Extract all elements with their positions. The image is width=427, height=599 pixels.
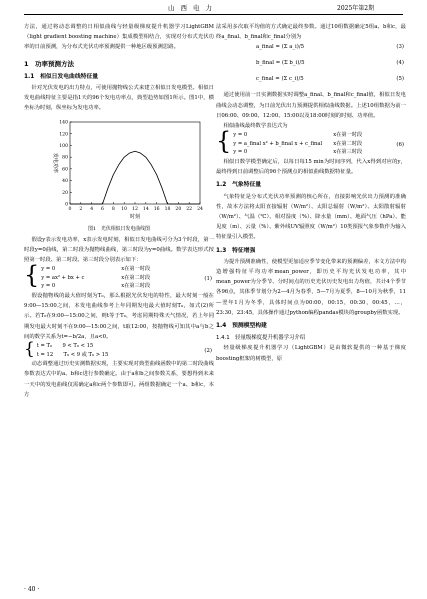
- paragraph-r-b: 通过使用前一日实测数据实时调整a_final、b_final和c_final值，相似日发电曲线会动态调整，为日前光伏出力预测提供相似曲线数据。上述10组数据为前一日06:00、09:00、12:00、15:00以及18:00时刻的时刻、功率值。: [216, 92, 406, 119]
- eq4-number: (4): [396, 60, 404, 67]
- journal-name: 山西电力: [168, 4, 218, 12]
- equation-brace: {: [216, 127, 232, 156]
- subsection-heading-1-1: 1.1 相似日发电曲线特征量: [24, 73, 99, 80]
- equation-3: [216, 42, 406, 58]
- eq1-number: (1): [204, 276, 212, 283]
- paragraph-r-c: 相似曲线最终数学表达式为: [223, 123, 288, 130]
- eq6-line-3: y = 0: [233, 149, 248, 156]
- paragraph-1-1d: 动态调整通过历史实测数据实现，主要实现对典型曲线函数中的第二时段曲线参数表达式中的a、b和c进行参数确定。由于a和b之间参数关系，要想得到未来一天中的发电曲线仅需确定a和c两个参数即可。两组数据确定一个a、b和c，本方: [24, 361, 214, 398]
- left-column: [24, 22, 214, 400]
- equation-1: [24, 261, 214, 291]
- y-tick-label: 140: [59, 120, 68, 126]
- series-line-0: [70, 151, 200, 204]
- y-tick-label: 60: [62, 167, 68, 173]
- x-tick-label: 12: [132, 206, 138, 212]
- paragraph-r-f: 为提升预测准确性，使模型更加适应季节变化带来的预测偏差，本文方法中构造增强特征平均功率mean_power，即历史平均光伏发电功率，其中mean_power为分季节、分时间点的历史光伏历史发电出力均值，共计4个季节各96点，其体季节划分为2—4月为春季，5—7月为夏季，8—10月为秋季，11—翌年1月为冬季，具体时间点为00:00，00:15，00:30，00:45，…，23:30，23:45，具体操作通过python编程pandas模块的groupby函数实现。: [216, 258, 406, 316]
- x-tick-label: 18: [164, 206, 171, 212]
- y-tick-label: 80: [62, 155, 68, 161]
- x-tick-label: 24: [197, 206, 203, 212]
- x-tick-label: 14: [142, 206, 149, 212]
- eq4-body: b_final = (Σ b_i)/5: [256, 60, 305, 67]
- x-tick-label: 20: [175, 206, 182, 212]
- eq2-line-2: t = 12 T₀ < 9 或 T₀ > 15: [36, 351, 109, 358]
- subsection-heading-1-4: 1.4 预测模型构建: [216, 323, 267, 330]
- x-tick-label: 16: [153, 206, 160, 212]
- equation-brace: {: [24, 261, 40, 290]
- intro-paragraph: 方法，通过将动态调整的日相似曲线与轻量级梯度提升机器学习LightGBM（light gradient boosting machine）集成模型相结合，实现对分布式光伏功率的日前预测，为分布式光伏功率预测提供一种地区级预测思路。: [24, 24, 214, 51]
- eq6-cond-3: x在第三时段: [333, 149, 363, 156]
- right-column: [216, 22, 406, 364]
- paragraph-1-1c: 假设抛物线的最大值时刻为T₀，那么根据光伏发电的特性，最大时刻一般在9:00—15:00之间，本发电曲线参考上年同期发电最大值时刻T₀，如式(2)所示。若T₀在9:00—15:00之间，则t等于T₀，考虑同期特殊天气情况，若上年同期发电最大时刻不在9:00—15:00之间，t取12:00，按抛物线可知其中a与b之间的数学关系为t=−b/2a，且a<0。: [24, 293, 214, 340]
- eq5-body: c_final = (Σ c_i)/5: [256, 76, 304, 83]
- eq3-number: (3): [396, 44, 404, 51]
- y-tick-label: 20: [62, 190, 68, 196]
- subsection-heading-1-2: 1.2 气象特征量: [216, 182, 262, 189]
- eq6-line-2: y = a_final x² + b_final x + c_final: [233, 140, 323, 147]
- eq1-cond-2: x在第二时段: [121, 274, 151, 281]
- page-header: [0, 0, 427, 16]
- subsubsection-heading-1-4-1: 1.4.1 轻量级梯度提升机器学习介绍: [216, 335, 306, 342]
- eq6-line-1: y = 0: [233, 132, 248, 139]
- subsection-heading-1-3: 1.3 特征增强: [216, 247, 256, 254]
- equation-6: [216, 127, 406, 157]
- y-tick-label: 0: [65, 202, 68, 208]
- x-tick-label: 6: [101, 206, 104, 212]
- eq6-number: (6): [396, 142, 404, 149]
- x-tick-label: 8: [111, 206, 115, 212]
- paragraph-1-1a: 针对光伏发电的出力特点，可使用抛物线公式来建立相似日发电模型。相似日发电曲线特征主要是指1天的96个发电功率点，典型趋势如图1所示。图1中，横坐标为时刻，纵坐标为发电功率。: [24, 85, 214, 112]
- eq2-number: (2): [204, 348, 212, 355]
- y-tick-label: 40: [62, 178, 68, 184]
- x-tick-label: 4: [90, 206, 94, 212]
- eq6-cond-2: x在第二时段: [333, 140, 363, 147]
- eq2-line-1: t = T₀ 9 < T₀ < 15: [36, 343, 94, 350]
- eq1-line-1: y = 0: [41, 266, 56, 273]
- x-tick-label: 22: [186, 206, 193, 212]
- equation-5: [216, 74, 406, 90]
- x-tick-label: 2: [79, 206, 83, 212]
- y-tick-label: 120: [59, 131, 68, 137]
- header-rule: [24, 14, 403, 15]
- eq1-line-2: y = ax² + bx + c: [41, 274, 85, 281]
- y-tick-label: 100: [59, 143, 68, 149]
- eq6-cond-1: x在第一时段: [333, 132, 363, 139]
- issue-label: 2025年第2期: [337, 5, 375, 12]
- y-axis-label: 发电功率: [52, 152, 58, 173]
- paragraph-r-e: 气象特征是分布式光伏功率预测的核心所在，直接影响光伏出力预测的准确性，故本方法将太阳直接辐射（W/m²）、太阳总辐射（W/m²）、太阳散射辐射（W/m²）、气温（℃）、相对湿度（%）、降水量（mm）、地面气压（hPa）、能见度（m）、云量（%）、紫外线UV辐照度（W/m²）10类预报气象参数作为输入特征量引入模型。: [216, 193, 406, 241]
- eq1-cond-3: x在第三时段: [121, 283, 151, 290]
- eq1-cond-1: x在第一时段: [121, 266, 151, 273]
- section-heading-1: 1 功率预测方法: [24, 59, 75, 68]
- eq5-number: (5): [396, 76, 404, 83]
- page-number: · 40 ·: [24, 586, 40, 593]
- paragraph-1-1b: 假设y表示发电功率，x表示发电时刻，相似日发电曲线可分为3个时段，第一时段y=0曲线，第二时段为抛物线曲线，第三时段为y=0曲线。数学表达形式按照第一时段、第二时段、第三时段分别表示如下：: [24, 236, 214, 264]
- x-tick-label: 10: [121, 206, 128, 212]
- x-tick-label: 0: [68, 206, 72, 212]
- power-curve-chart: [24, 116, 214, 222]
- figure-caption: 图1 光伏相似日发电曲线图: [88, 225, 150, 232]
- paragraph-r-a: 法采用多次取平均值的方式确定最终参数。通过10组数据确定5组a、b和c，最终a_final、b_final和c_final分别为: [216, 24, 406, 41]
- equation-2: [24, 339, 214, 360]
- equation-brace: {: [24, 339, 35, 360]
- figure-1: [24, 116, 214, 222]
- paragraph-r-g: 轻量级梯度提升机器学习（LightGBM）是由微软提供的一种基于梯度boosting框架的树模型，原: [216, 345, 406, 362]
- eq3-body: a_final = (Σ a_i)/5: [256, 44, 305, 51]
- eq1-line-3: y = 0: [41, 283, 56, 290]
- equation-4: [216, 58, 406, 74]
- plot-frame: [70, 122, 200, 204]
- x-axis-label: 时刻: [129, 213, 141, 220]
- paragraph-r-d: 相似日数学模型确定后，以每日每15 min为时间序列，代入x得到对应的y，最终得到日前调整后的96个预测点的相似曲线数据特征量。: [216, 159, 406, 176]
